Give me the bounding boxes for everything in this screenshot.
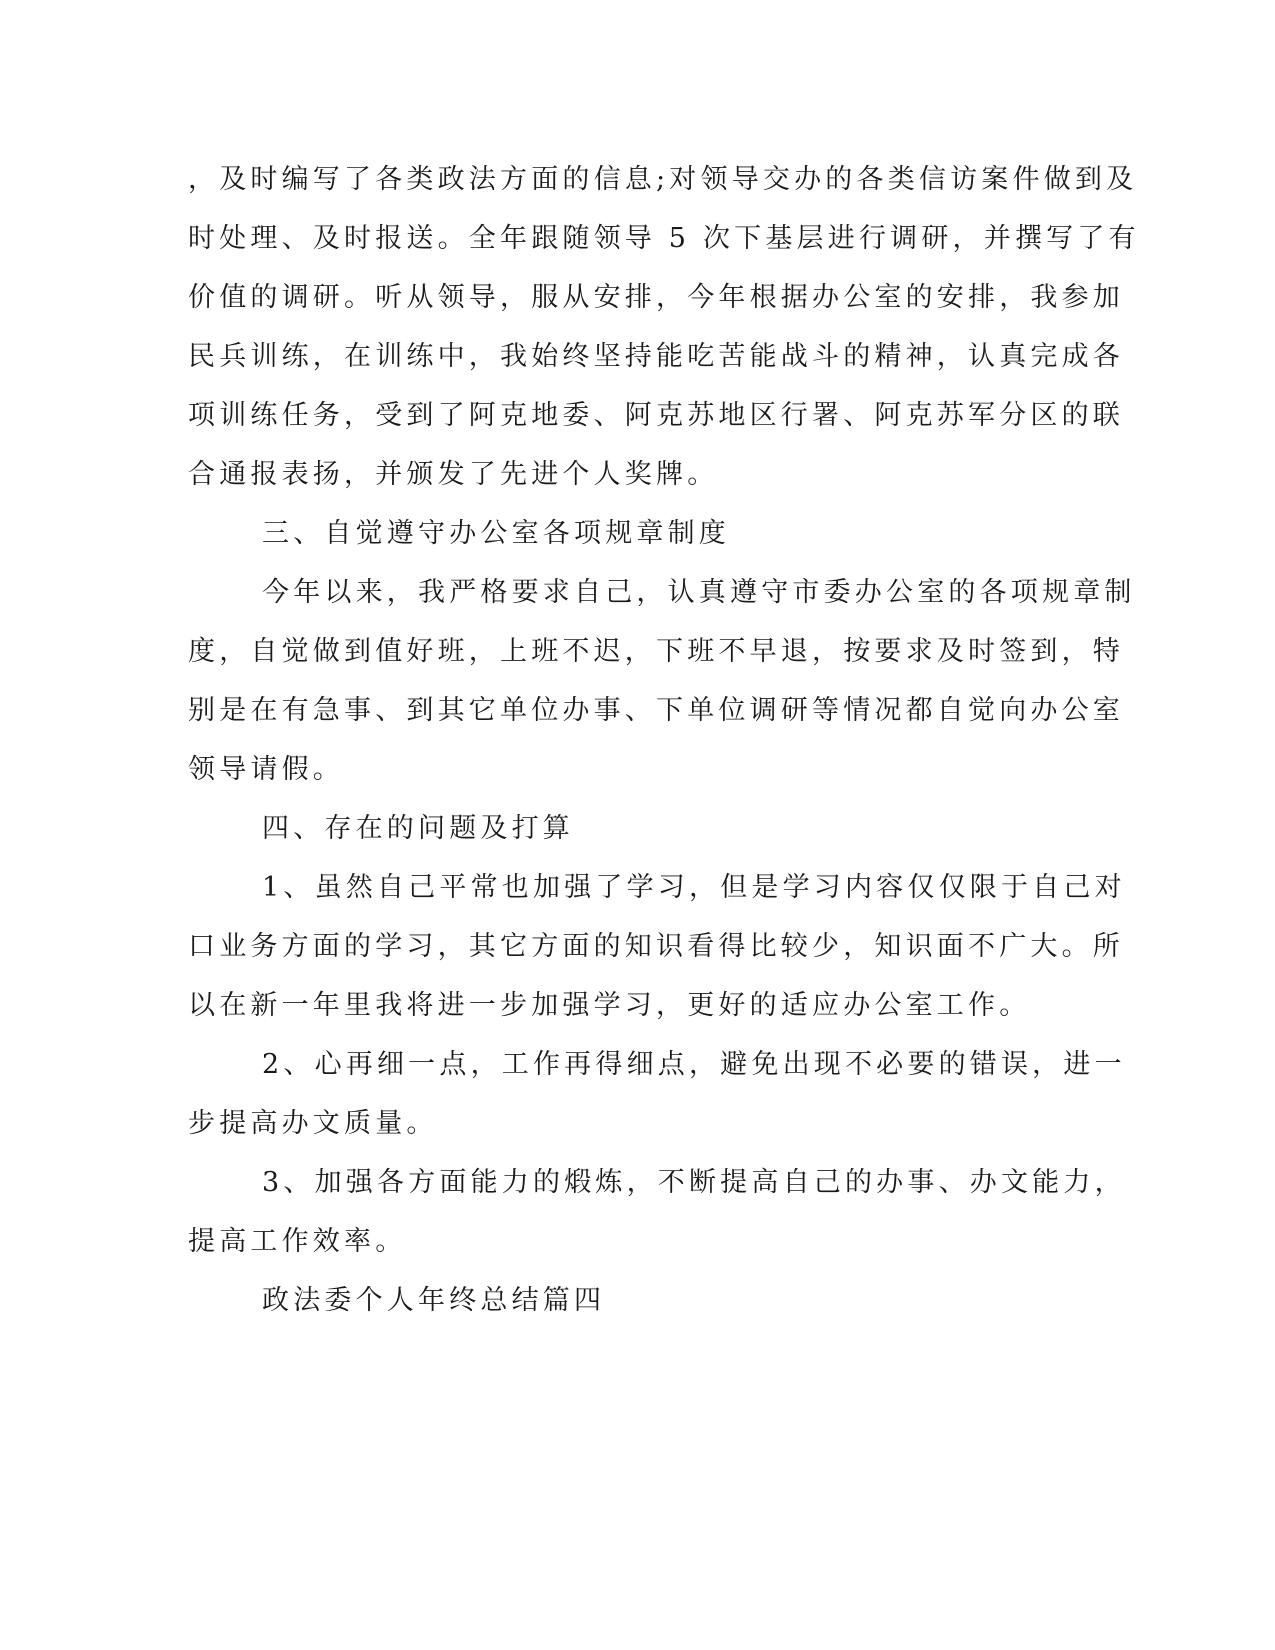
list-item-line: 3、加强各方面能力的煅炼，不断提高自己的办事、办文能力， xyxy=(262,1167,1126,1198)
body-text-line: 度，自觉做到值好班，上班不迟，下班不早退，按要求及时签到，特 xyxy=(188,636,1124,667)
body-text-line: 时处理、及时报送。全年跟随领导 5 次下基层进行调研，并撰写了有 xyxy=(188,223,1140,254)
section-heading: 四、存在的问题及打算 xyxy=(262,813,574,844)
body-text-line: 项训练任务，受到了阿克地委、阿克苏地区行署、阿克苏军分区的联 xyxy=(188,400,1124,431)
body-text-line: ，及时编写了各类政法方面的信息;对领导交办的各类信访案件做到及 xyxy=(188,164,1138,195)
body-text-line: 价值的调研。听从领导，服从安排，今年根据办公室的安排，我参加 xyxy=(188,282,1124,313)
list-item-line: 提高工作效率。 xyxy=(188,1226,407,1257)
list-item-line: 步提高办文质量。 xyxy=(188,1108,438,1139)
list-item-line: 2、心再细一点，工作再得细点，避免出现不必要的错误，进一 xyxy=(262,1049,1126,1080)
list-item-line: 口业务方面的学习，其它方面的知识看得比较少，知识面不广大。所 xyxy=(188,931,1124,962)
body-text-line: 今年以来，我严格要求自己，认真遵守市委办公室的各项规章制 xyxy=(262,577,1136,608)
body-text-line: 别是在有急事、到其它单位办事、下单位调研等情况都自觉向办公室 xyxy=(188,695,1124,726)
body-text-line: 合通报表扬，并颁发了先进个人奖牌。 xyxy=(188,459,719,490)
list-item-line: 1、虽然自己平常也加强了学习，但是学习内容仅仅限于自己对 xyxy=(262,872,1126,903)
body-text-line: 民兵训练，在训练中，我始终坚持能吃苦能战斗的精神，认真完成各 xyxy=(188,341,1124,372)
list-item-line: 以在新一年里我将进一步加强学习，更好的适应办公室工作。 xyxy=(188,990,1031,1021)
section-heading: 三、自觉遵守办公室各项规章制度 xyxy=(262,518,730,549)
body-text-line: 领导请假。 xyxy=(188,754,344,785)
article-title: 政法委个人年终总结篇四 xyxy=(262,1285,606,1316)
